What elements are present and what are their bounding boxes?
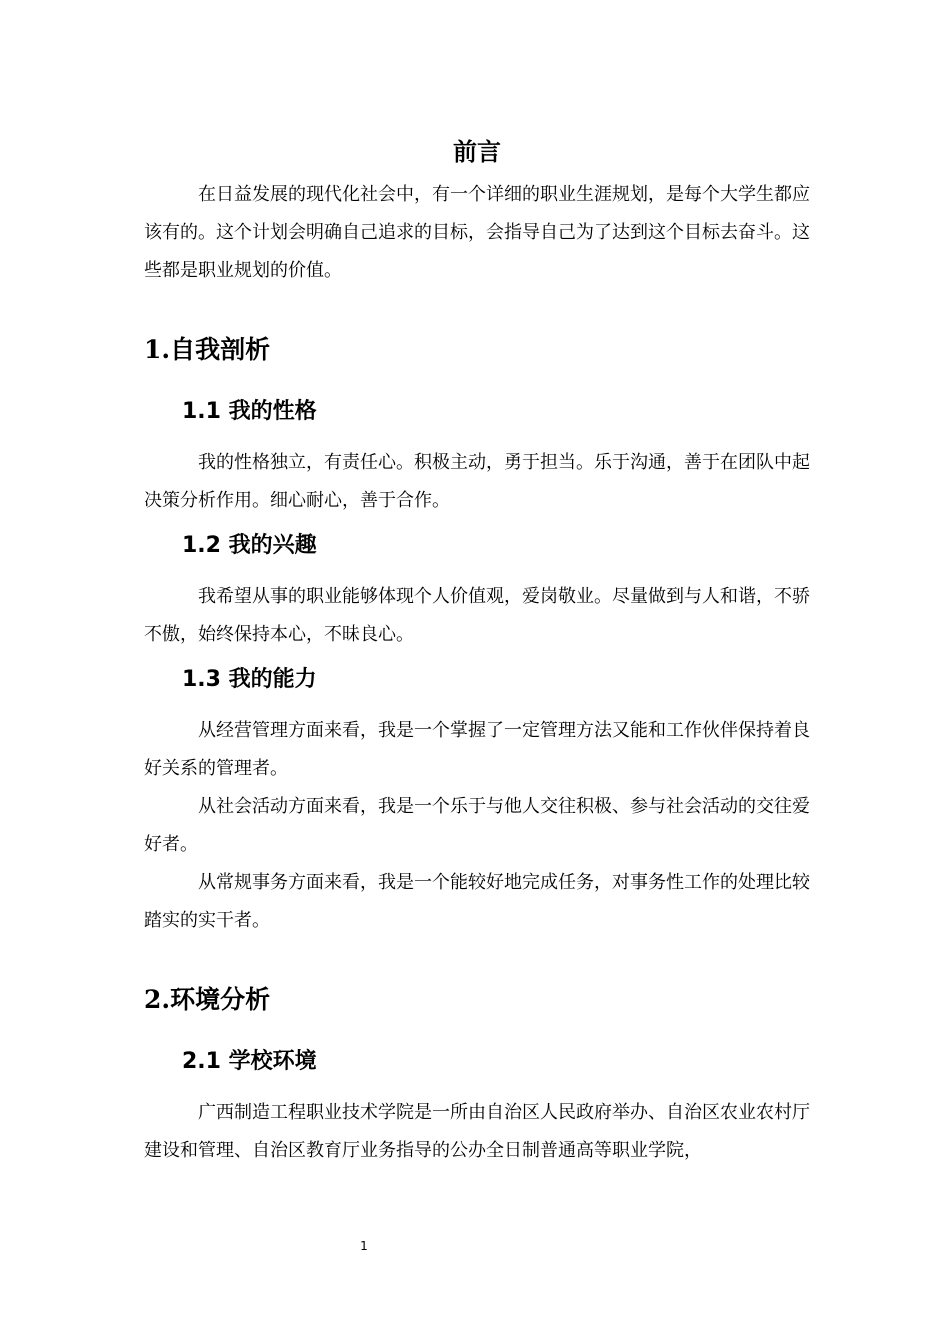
subsection-heading-interests: 1.2 我的兴趣 (182, 533, 317, 558)
document-body (144, 132, 810, 1170)
abilities-paragraph: 从常规事务方面来看，我是一个能较好地完成任务，对事务性工作的处理比较踏实的实干者。 (144, 872, 810, 931)
personality-paragraph: 我的性格独立，有责任心。积极主动，勇于担当。乐于沟通，善于在团队中起决策分析作用。细心耐心，善于合作。 (144, 452, 810, 511)
abilities-paragraph: 从经营管理方面来看，我是一个掌握了一定管理方法又能和工作伙伴保持着良好关系的管理者。 (144, 720, 810, 779)
section-heading-environment-analysis: 2.环境分析 (144, 985, 271, 1014)
abilities-paragraph: 从社会活动方面来看，我是一个乐于与他人交往积极、参与社会活动的交往爱好者。 (144, 796, 810, 855)
page-number: 1 (360, 1239, 368, 1253)
page-title: 前言 (453, 138, 501, 166)
subsection-heading-personality: 1.1 我的性格 (182, 399, 317, 424)
subsection-heading-school-environment: 2.1 学校环境 (182, 1049, 317, 1074)
school-environment-paragraph: 广西制造工程职业技术学院是一所由自治区人民政府举办、自治区农业农村厅建设和管理、自治区教育厅业务指导的公办全日制普通高等职业学院， (144, 1102, 810, 1161)
preface-paragraph: 在日益发展的现代化社会中，有一个详细的职业生涯规划，是每个大学生都应该有的。这个计划会明确自己追求的目标，会指导自己为了达到这个目标去奋斗。这些都是职业规划的价值。 (144, 184, 810, 281)
subsection-heading-abilities: 1.3 我的能力 (182, 667, 317, 692)
section-heading-self-analysis: 1.自我剖析 (144, 335, 271, 364)
interests-paragraph: 我希望从事的职业能够体现个人价值观，爱岗敬业。尽量做到与人和谐，不骄不傲，始终保持本心，不昧良心。 (144, 586, 810, 645)
